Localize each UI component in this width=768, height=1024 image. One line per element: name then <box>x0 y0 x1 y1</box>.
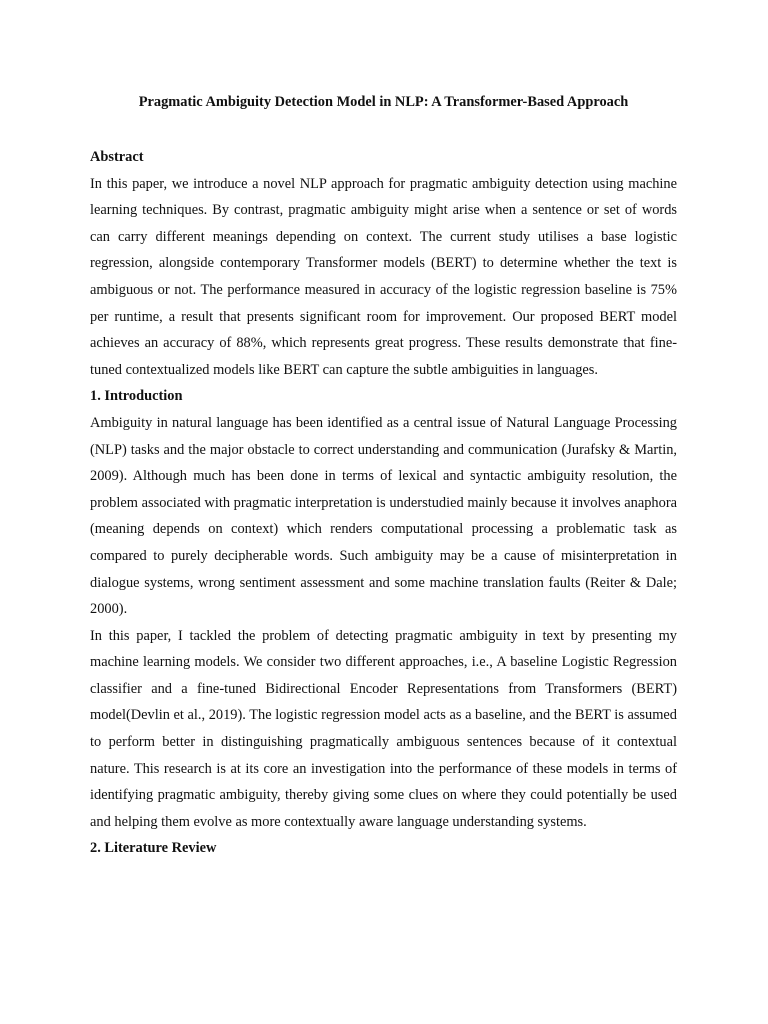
paper-title: Pragmatic Ambiguity Detection Model in NLP: A Transformer-Based Approach <box>138 94 629 110</box>
document-page <box>90 92 677 862</box>
introduction-heading: 1. Introduction <box>90 388 183 405</box>
literature-review-heading: 2. Literature Review <box>90 840 217 857</box>
introduction-paragraph-2: In this paper, I tackled the problem of detecting pragmatic ambiguity in text by presenting my machine learning models. We consider two different approaches, i.e., A baseline Logistic Regression classifier and a fine-tuned Bidirectional Encoder Representations from Transformers (BERT) model(Devlin et al., 2019). The logistic regression model acts as a baseline, and the BERT is assumed to perform better in distinguishing pragmatically ambiguous sentences because of it contextual nature. This research is at its core an investigation into the performance of these models in terms of identifying pragmatic ambiguity, thereby giving some clues on where they could potentially be used and helping them evolve as more contextually aware language understanding systems. <box>90 627 677 830</box>
abstract-paragraph: In this paper, we introduce a novel NLP approach for pragmatic ambiguity detection using machine learning techniques. By contrast, pragmatic ambiguity might arise when a sentence or set of words can carry different meanings depending on context. The current study utilises a base logistic regression, alongside contemporary Transformer models (BERT) to determine whether the text is ambiguous or not. The performance measured in accuracy of the logistic regression baseline is 75% per runtime, a result that presents significant room for improvement. Our proposed BERT model achieves an accuracy of 88%, which represents great progress. These results demonstrate that fine-tuned contextualized models like BERT can capture the subtle ambiguities in languages. <box>90 175 677 378</box>
introduction-paragraph-1: Ambiguity in natural language has been identified as a central issue of Natural Language Processing (NLP) tasks and the major obstacle to correct understanding and communication (Jurafsky & Martin, 2009). Although much has been done in terms of lexical and syntactic ambiguity resolution, the problem associated with pragmatic interpretation is understudied mainly because it involves anaphora (meaning depends on context) which renders computational processing a problematic task as compared to purely decipherable words. Such ambiguity may be a cause of misinterpretation in dialogue systems, wrong sentiment assessment and some machine translation faults (Reiter & Dale; 2000). <box>90 414 677 618</box>
abstract-heading: Abstract <box>90 149 144 165</box>
